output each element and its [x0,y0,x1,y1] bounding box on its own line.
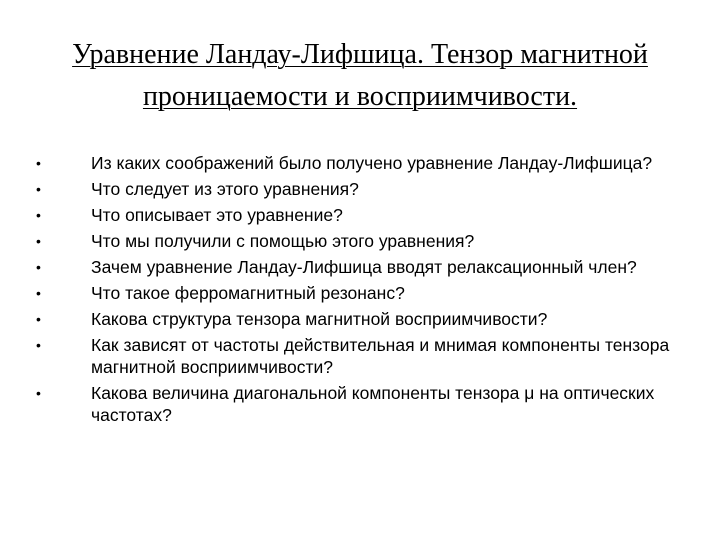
bullet-icon: • [36,337,41,353]
question-text: Какова величина диагональной компоненты тензора μ на оптических частотах? [91,383,655,425]
bullet-icon: • [36,311,41,327]
bullet-icon: • [36,181,41,197]
list-item [36,230,700,252]
question-text: Что такое ферромагнитный резонанс? [91,283,405,303]
bullet-icon: • [36,385,41,401]
list-item [36,382,700,426]
question-text: Что следует из этого уравнения? [91,179,359,199]
bullet-icon: • [36,155,41,171]
bullet-icon: • [36,207,41,223]
slide-title [20,34,700,118]
list-item [36,256,700,278]
question-text: Зачем уравнение Ландау-Лифшица вводят релаксационный член? [91,257,637,277]
slide-title-line-2: проницаемости и восприимчивости. [142,81,578,112]
bullet-icon: • [36,285,41,301]
list-item [36,152,700,174]
question-list [36,152,700,430]
list-item [36,178,700,200]
bullet-icon: • [36,233,41,249]
question-text: Что мы получили с помощью этого уравнения? [91,231,475,251]
list-item [36,282,700,304]
bullet-icon: • [36,259,41,275]
slide-title-line-1: Уравнение Ландау-Лифшица. Тензор магнитной [72,39,648,70]
question-text: Из каких соображений было получено уравнение Ландау-Лифшица? [91,153,653,173]
question-text: Что описывает это уравнение? [91,205,343,225]
list-item [36,308,700,330]
list-item [36,204,700,226]
list-item [36,334,700,378]
question-text: Как зависят от частоты действительная и мнимая компоненты тензора магнитной восприимчивости? [91,335,670,377]
question-text: Какова структура тензора магнитной восприимчивости? [91,309,548,329]
